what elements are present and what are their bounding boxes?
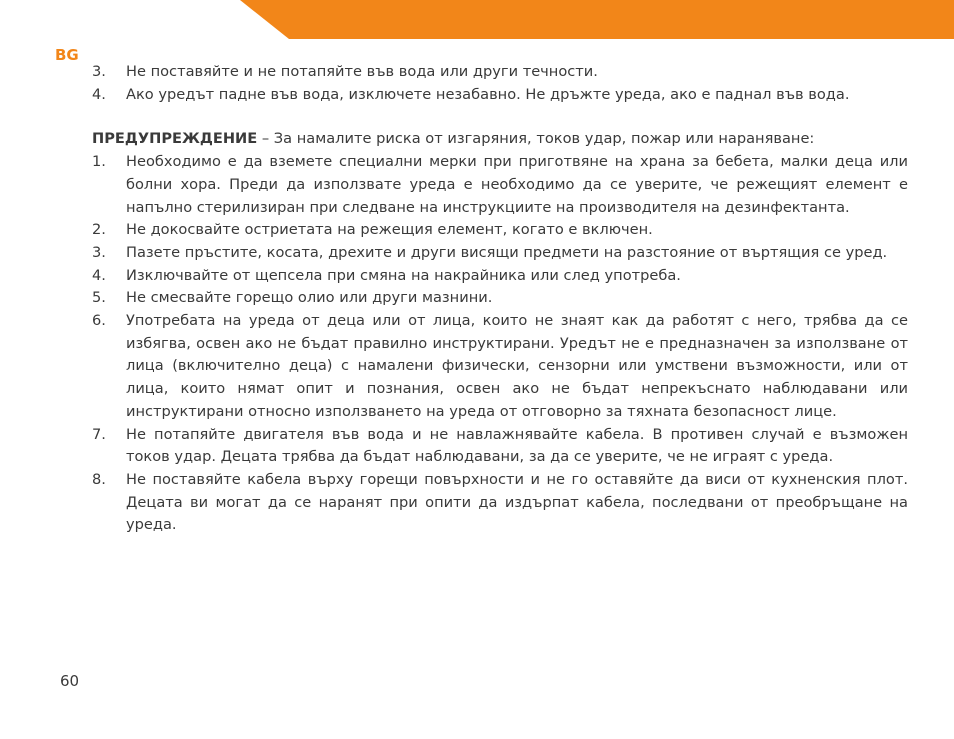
list-item — [92, 287, 908, 310]
warning-text: – За намалите риска от изгаряния, токов удар, пожар или нараняване: — [257, 130, 815, 148]
list-item — [92, 310, 908, 424]
warning-list — [92, 151, 908, 537]
list-item — [92, 424, 908, 469]
list-item-text: Употребата на уреда от деца или от лица, които не знаят как да работят с него, трябва да се избягва, освен ако не бъдат правилно инструктирани. Уредът не е предназначен за използване от лица (включително деца) с намалени физически, сензорни или умствени възможности, или от лица, които нямат опит и познания, освен ако не бъдат непрекъснато наблюдавани или инструктирани относно използването на уреда от отговорно за тяхната безопасност лице. — [126, 312, 908, 420]
list-item-text: Изключвайте от щепсела при смяна на накрайника или след употреба. — [126, 266, 681, 284]
header-accent-bar — [240, 0, 954, 39]
list-item-text: Не докосвайте остриетата на режещия елемент, когато е включен. — [126, 221, 653, 239]
list-item-number: 2. — [92, 221, 106, 239]
list-item-text: Не смесвайте горещо олио или други мазнини. — [126, 289, 493, 307]
list-item-number: 1. — [92, 153, 106, 171]
list-item-number: 3. — [92, 243, 106, 261]
instructions-list-top — [92, 61, 908, 106]
list-item-text: Ако уредът падне във вода, изключете незабавно. Не дръжте уреда, ако е паднал във вода. — [126, 85, 850, 103]
list-item — [92, 265, 908, 288]
page-content — [92, 61, 908, 537]
language-tag: BG — [55, 46, 79, 64]
list-item-number: 3. — [92, 63, 106, 80]
warning-label: ПРЕДУПРЕЖДЕНИЕ — [92, 130, 258, 148]
list-item-text: Не потапяйте двигателя във вода и не навлажнявайте кабела. В противен случай е възможен токов удар. Децата трябва да бъдат наблюдавани, за да се уверите, че не играят с уреда. — [126, 425, 908, 466]
list-item-text: Необходимо е да вземете специални мерки при приготвяне на храна за бебета, малки деца или болни хора. Преди да използвате уреда е необходимо да се уверите, че режещият елемент е напълно стерилизиран при следване на инструкциите на производителя на дезинфектанта. — [126, 153, 908, 216]
list-item — [92, 84, 908, 107]
list-item — [92, 61, 908, 84]
list-item-text: Не поставяйте кабела върху горещи повърхности и не го оставяйте да виси от кухненския плот. Децата ви могат да се наранят при опити да издърпат кабела, последвани от преобръщане на уреда. — [126, 470, 908, 534]
list-item-text: Пазете пръстите, косата, дрехите и други висящи предмети на разстояние от въртящия се уред. — [126, 243, 888, 261]
list-item-number: 4. — [92, 85, 106, 103]
list-item — [92, 469, 908, 537]
list-item-number: 6. — [92, 312, 106, 330]
warning-heading — [92, 128, 908, 151]
list-item-number: 7. — [92, 425, 106, 443]
list-item — [92, 242, 908, 265]
page-number: 60 — [60, 672, 80, 690]
list-item — [92, 151, 908, 219]
list-item — [92, 219, 908, 242]
section-spacer — [92, 106, 908, 128]
list-item-number: 5. — [92, 289, 106, 307]
list-item-number: 8. — [92, 470, 106, 488]
list-item-text: Не поставяйте и не потапяйте във вода или други течности. — [126, 63, 598, 80]
list-item-number: 4. — [92, 266, 106, 284]
